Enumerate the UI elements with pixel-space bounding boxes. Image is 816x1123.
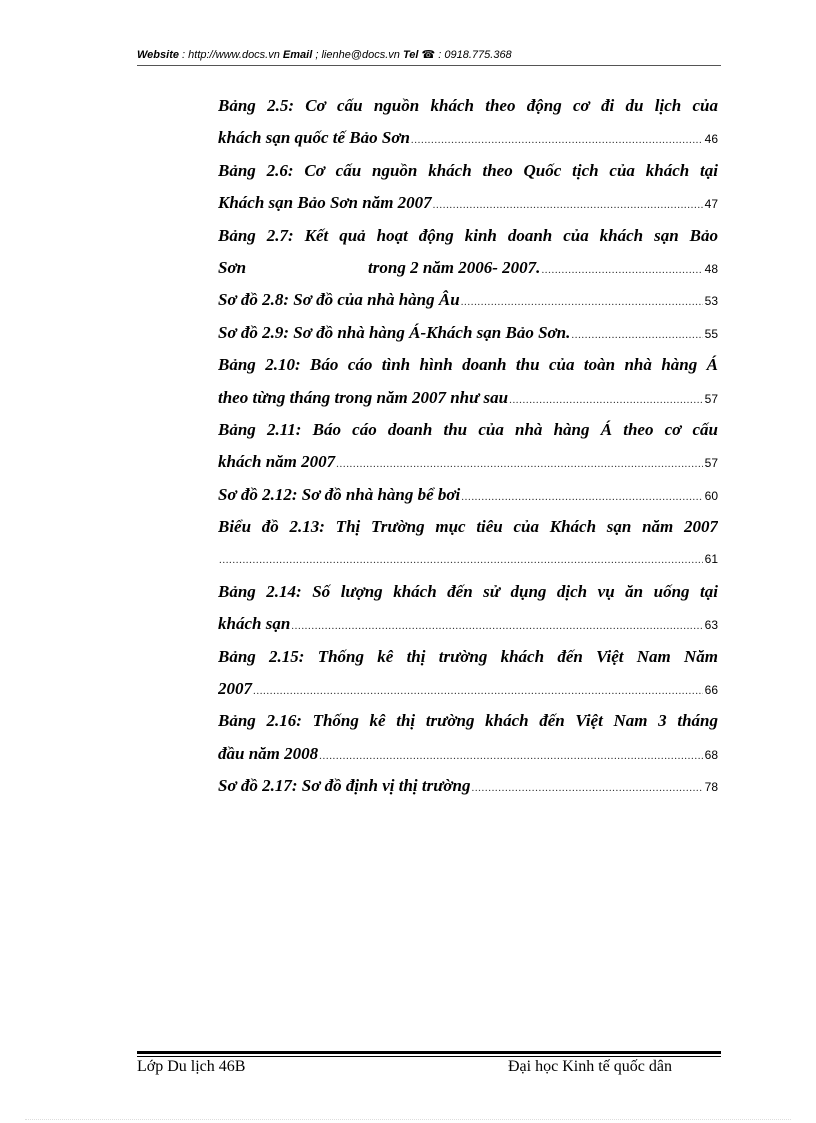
toc-page-number: 47 bbox=[704, 197, 718, 212]
toc-entry-title-cont: Khách sạn Bảo Sơn năm 2007 bbox=[218, 193, 432, 213]
dot-leader bbox=[253, 675, 703, 705]
toc-entry-last-line bbox=[218, 252, 718, 284]
dot-leader bbox=[471, 772, 702, 802]
toc-entry-last-line bbox=[218, 284, 718, 316]
toc-entry bbox=[218, 317, 718, 349]
dot-leader bbox=[411, 124, 703, 154]
dot-leader bbox=[433, 189, 703, 219]
toc-entry-title: Sơ đồ 2.12: Sơ đồ nhà hàng bể bơi bbox=[218, 484, 461, 504]
dot-leader bbox=[571, 319, 702, 349]
toc-entry bbox=[218, 576, 718, 641]
toc-page-number: 55 bbox=[704, 326, 718, 341]
toc-entry-title-cont: trong 2 năm 2006- 2007. bbox=[368, 257, 541, 277]
toc-entry-last-line bbox=[218, 446, 718, 478]
toc-page-number: 57 bbox=[704, 391, 718, 406]
toc-entry-title: Bảng 2.11: Báo cáo doanh thu của nhà hàng Á theo cơ cấu bbox=[218, 419, 718, 439]
telephone-icon: ☎ bbox=[421, 49, 436, 61]
toc-entry bbox=[218, 479, 718, 511]
toc-page-number: 46 bbox=[704, 132, 718, 147]
toc-page-number: 57 bbox=[704, 456, 718, 471]
toc-entry bbox=[218, 705, 718, 770]
toc-entry-title: Biểu đồ 2.13: Thị Trường mục tiêu của Khách sạn năm 2007 bbox=[218, 517, 718, 537]
dot-leader bbox=[541, 254, 702, 284]
toc-entry-title: Bảng 2.16: Thống kê thị trường khách đến Việt Nam 3 tháng bbox=[218, 711, 718, 731]
toc-entry bbox=[218, 155, 718, 220]
toc-entry-title-cont: Sơn bbox=[218, 257, 247, 277]
toc-entry-title-cont: theo từng tháng trong năm 2007 như sau bbox=[218, 387, 509, 407]
toc-entry-last-line bbox=[218, 317, 718, 349]
toc-entry-last-line bbox=[218, 479, 718, 511]
tel-number: : 0918.775.368 bbox=[435, 49, 512, 61]
dot-leader bbox=[461, 481, 702, 511]
toc-entry-last-line bbox=[218, 122, 718, 154]
page-header bbox=[137, 48, 721, 64]
page-edge bbox=[25, 1119, 791, 1120]
toc-entry bbox=[218, 641, 718, 706]
toc-entry-title-cont: khách sạn bbox=[218, 614, 291, 634]
toc-entry-title: Bảng 2.5: Cơ cấu nguồn khách theo động cơ đi du lịch của bbox=[218, 96, 718, 115]
toc-entry-last-line bbox=[218, 543, 718, 575]
footer-university-name: Đại học Kinh tế quốc dân bbox=[508, 1058, 672, 1075]
toc-page-number: 63 bbox=[704, 618, 718, 633]
toc-entry-title: Sơ đồ 2.8: Sơ đồ của nhà hàng Âu bbox=[218, 290, 460, 310]
dot-leader bbox=[219, 544, 703, 575]
toc-page-number: 53 bbox=[704, 294, 718, 309]
toc-entry bbox=[218, 414, 718, 479]
toc-entry-last-line bbox=[218, 608, 718, 640]
email-label: Email bbox=[282, 49, 313, 61]
toc-entry-title: Bảng 2.14: Số lượng khách đến sử dụng dịch vụ ăn uống tại bbox=[218, 581, 718, 601]
toc-entry-title-cont: 2007 bbox=[218, 679, 252, 699]
toc-page-number: 60 bbox=[704, 488, 718, 503]
toc-entry-title: Sơ đồ 2.17: Sơ đồ định vị thị trường bbox=[218, 776, 471, 796]
table-of-figures bbox=[218, 90, 718, 803]
footer-rule-thick bbox=[137, 1051, 721, 1054]
toc-entry bbox=[218, 284, 718, 316]
email-address: ; lienhe@docs.vn bbox=[312, 49, 403, 61]
toc-entry bbox=[218, 511, 718, 576]
toc-entry-last-line bbox=[218, 738, 718, 770]
header-rule bbox=[137, 65, 721, 66]
toc-entry-title: Sơ đồ 2.9: Sơ đồ nhà hàng Á-Khách sạn Bảo Sơn. bbox=[218, 322, 571, 342]
dot-leader bbox=[509, 384, 703, 414]
toc-entry bbox=[218, 220, 718, 285]
toc-entry bbox=[218, 90, 718, 155]
toc-page-number: 68 bbox=[704, 747, 718, 762]
website-label: Website bbox=[137, 49, 179, 61]
toc-entry-last-line bbox=[218, 382, 718, 414]
tel-label: Tel bbox=[402, 49, 419, 61]
toc-entry bbox=[218, 770, 718, 802]
dot-leader bbox=[336, 448, 703, 478]
toc-entry-title-cont: khách năm 2007 bbox=[218, 452, 336, 472]
toc-entry-last-line bbox=[218, 673, 718, 705]
toc-entry-title: Bảng 2.7: Kết quả hoạt động kinh doanh của khách sạn Bảo bbox=[218, 225, 718, 245]
toc-entry-last-line bbox=[218, 187, 718, 219]
toc-page-number: 66 bbox=[704, 683, 718, 698]
toc-entry-title-cont: khách sạn quốc tế Bảo Sơn bbox=[218, 128, 410, 148]
toc-entry-title: Bảng 2.10: Báo cáo tình hình doanh thu của toàn nhà hàng Á bbox=[218, 355, 718, 375]
website-url: : http://www.docs.vn bbox=[178, 49, 283, 61]
toc-entry-title-cont: đầu năm 2008 bbox=[218, 743, 319, 763]
dot-leader bbox=[291, 610, 702, 640]
toc-entry-last-line bbox=[218, 770, 718, 802]
dot-leader bbox=[319, 740, 703, 770]
toc-page-number: 48 bbox=[704, 261, 718, 276]
footer-class-name: Lớp Du lịch 46B bbox=[137, 1058, 246, 1075]
toc-page-number: 61 bbox=[704, 552, 718, 567]
toc-entry-title: Bảng 2.6: Cơ cấu nguồn khách theo Quốc tịch của khách tại bbox=[218, 160, 718, 180]
dot-leader bbox=[461, 286, 703, 316]
toc-entry bbox=[218, 349, 718, 414]
toc-page-number: 78 bbox=[704, 780, 718, 795]
toc-entry-title: Bảng 2.15: Thống kê thị trường khách đến Việt Nam Năm bbox=[218, 646, 718, 666]
